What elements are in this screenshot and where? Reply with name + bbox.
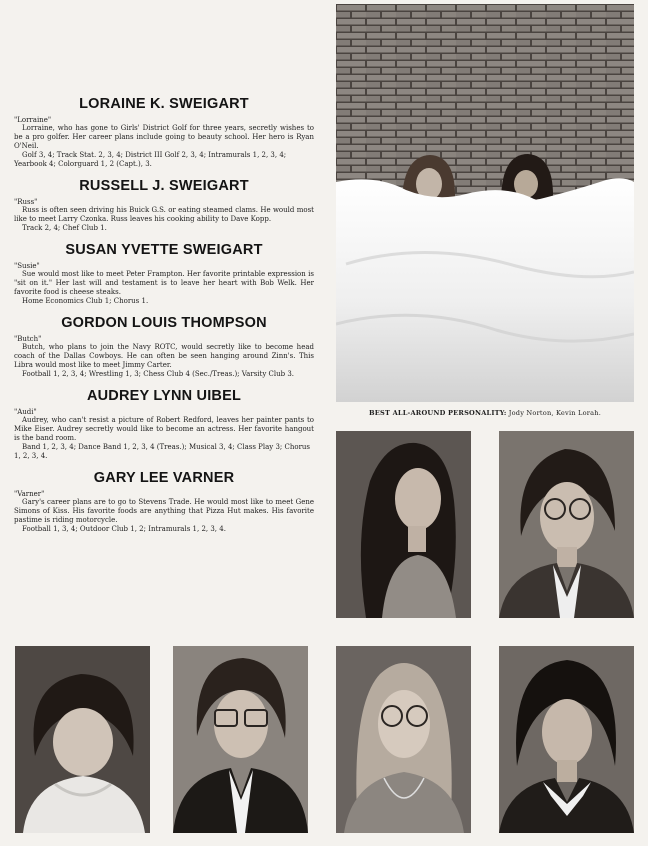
student-activities: Band 1, 2, 3, 4; Dance Band 1, 2, 3, 4 (Treas.); Musical 3, 4; Class Play 3; Chorus 1, 2, 3, 4.: [14, 443, 311, 460]
bio-entry: [14, 242, 314, 306]
student-activities: Football 1, 2, 3, 4; Wrestling 1, 3; Chess Club 4 (Sec./Treas.); Varsity Club 3.: [22, 370, 295, 378]
bio-entry: [14, 315, 314, 379]
portrait-photo: [499, 431, 634, 618]
student-name: GARY LEE VARNER: [93, 470, 235, 486]
student-name: RUSSELL J. SWEIGART: [79, 178, 249, 194]
caption-names: Jody Norton, Kevin Lorah.: [508, 409, 601, 417]
student-nickname: "Russ": [14, 198, 38, 206]
student-nickname: "Lorraine": [14, 116, 52, 124]
photo-caption: [336, 409, 634, 417]
caption-label: BEST ALL-AROUND PERSONALITY:: [369, 409, 507, 417]
portrait-photo: [336, 431, 471, 618]
student-name: AUDREY LYNN UIBEL: [86, 388, 242, 404]
student-nickname: "Susie": [14, 262, 40, 270]
portrait-photo: [499, 646, 634, 833]
student-nickname: "Audi": [14, 408, 37, 416]
student-name: GORDON LOUIS THOMPSON: [61, 315, 267, 331]
student-name: SUSAN YVETTE SWEIGART: [65, 242, 263, 258]
student-nickname: "Butch": [14, 335, 42, 343]
snow-wall-photo: [336, 4, 634, 402]
student-activities: Golf 3, 4; Track Stat. 2, 3, 4; District III Golf 2, 3, 4; Intramurals 1, 2, 3, 4; Yearbook 4; Colorguard 1, 2 (Capt.), 3.: [14, 151, 287, 168]
bio-entry: [14, 470, 314, 534]
student-bio: Sue would most like to meet Peter Frampton. Her favorite printable expression is "sit on it." Her last will and testament is to leave her heart with Bob Welk. Her favorite food is cheese steaks.: [14, 270, 314, 296]
student-activities: Home Economics Club 1; Chorus 1.: [22, 297, 149, 305]
portrait-photo: [15, 646, 150, 833]
student-bio: Gary's career plans are to go to Stevens Trade. He would most like to meet Gene Simons of Kiss. His favorite foods are anything that Pizza Hut makes. His favorite pastime is riding motorcycle.: [14, 498, 314, 524]
student-activities: Football 1, 3, 4; Outdoor Club 1, 2; Intramurals 1, 2, 3, 4.: [22, 525, 226, 533]
student-bio: Russ is often seen driving his Buick G.S. or eating steamed clams. He would most like to meet Larry Czonka. Russ leaves his cooking ability to Dave Kopp.: [14, 206, 314, 223]
bio-entry: [14, 388, 314, 461]
bio-entry: [14, 178, 314, 233]
student-bio: Lorraine, who has gone to Girls' District Golf for three years, secretly wishes to be a pro golfer. Her career plans include going to beauty school. Her hero is Ryan O'Neil.: [14, 124, 314, 150]
student-nickname: "Varner": [14, 490, 45, 498]
bio-entry: [14, 96, 314, 169]
student-bio: Audrey, who can't resist a picture of Robert Redford, leaves her painter pants to Mike Eiser. Audrey secretly would like to become an actress. Her favorite hangout is the band room.: [14, 416, 314, 442]
bio-column: [14, 96, 314, 543]
portrait-photo: [173, 646, 308, 833]
student-name: LORAINE K. SWEIGART: [79, 96, 249, 112]
student-bio: Butch, who plans to join the Navy ROTC, would secretly like to become head coach of the Dallas Cowboys. He can often be seen hanging around Zinn's. This Libra would most like to meet Jimmy Carter.: [14, 343, 314, 369]
student-activities: Track 2, 4; Chef Club 1.: [22, 224, 107, 232]
portrait-photo: [336, 646, 471, 833]
